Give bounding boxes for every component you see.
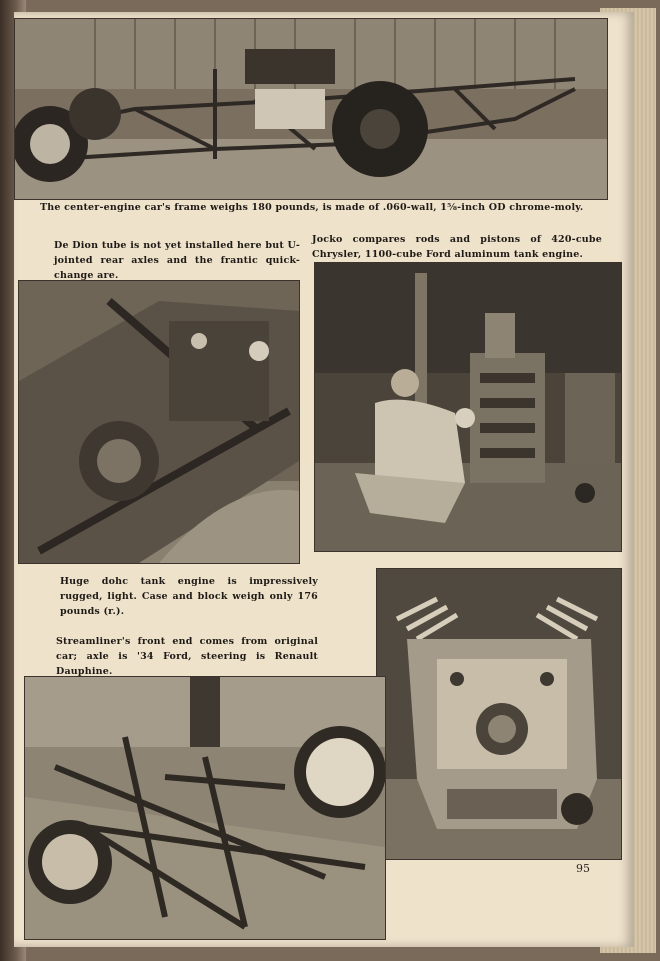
magazine-page [14,12,634,947]
dedion-caption: De Dion tube is not yet installed here but U-jointed rear axles and the frantic quick-change are. [54,240,300,281]
tank-engine-photo [376,568,622,860]
tank-engine-caption: Huge dohc tank engine is impressively rugged, light. Case and block weigh only 176 pounds (r.). [60,576,318,617]
jocko-caption: Jocko compares rods and pistons of 420-cube Chrysler, 1100-cube Ford aluminum tank engine. [312,234,602,260]
frame-caption: The center-engine car's frame weighs 180 pounds, is made of .060-wall, 1⅝-inch OD chrome-moly. [40,202,584,213]
frame-photo [14,18,608,200]
jocko-photo [314,262,622,552]
front-end-caption: Streamliner's front end comes from original car; axle is '34 Ford, steering is Renault Dauphine. [56,636,318,677]
page-number: 95 [576,862,590,875]
front-end-photo [24,676,386,940]
engine-bay-photo [18,280,300,564]
